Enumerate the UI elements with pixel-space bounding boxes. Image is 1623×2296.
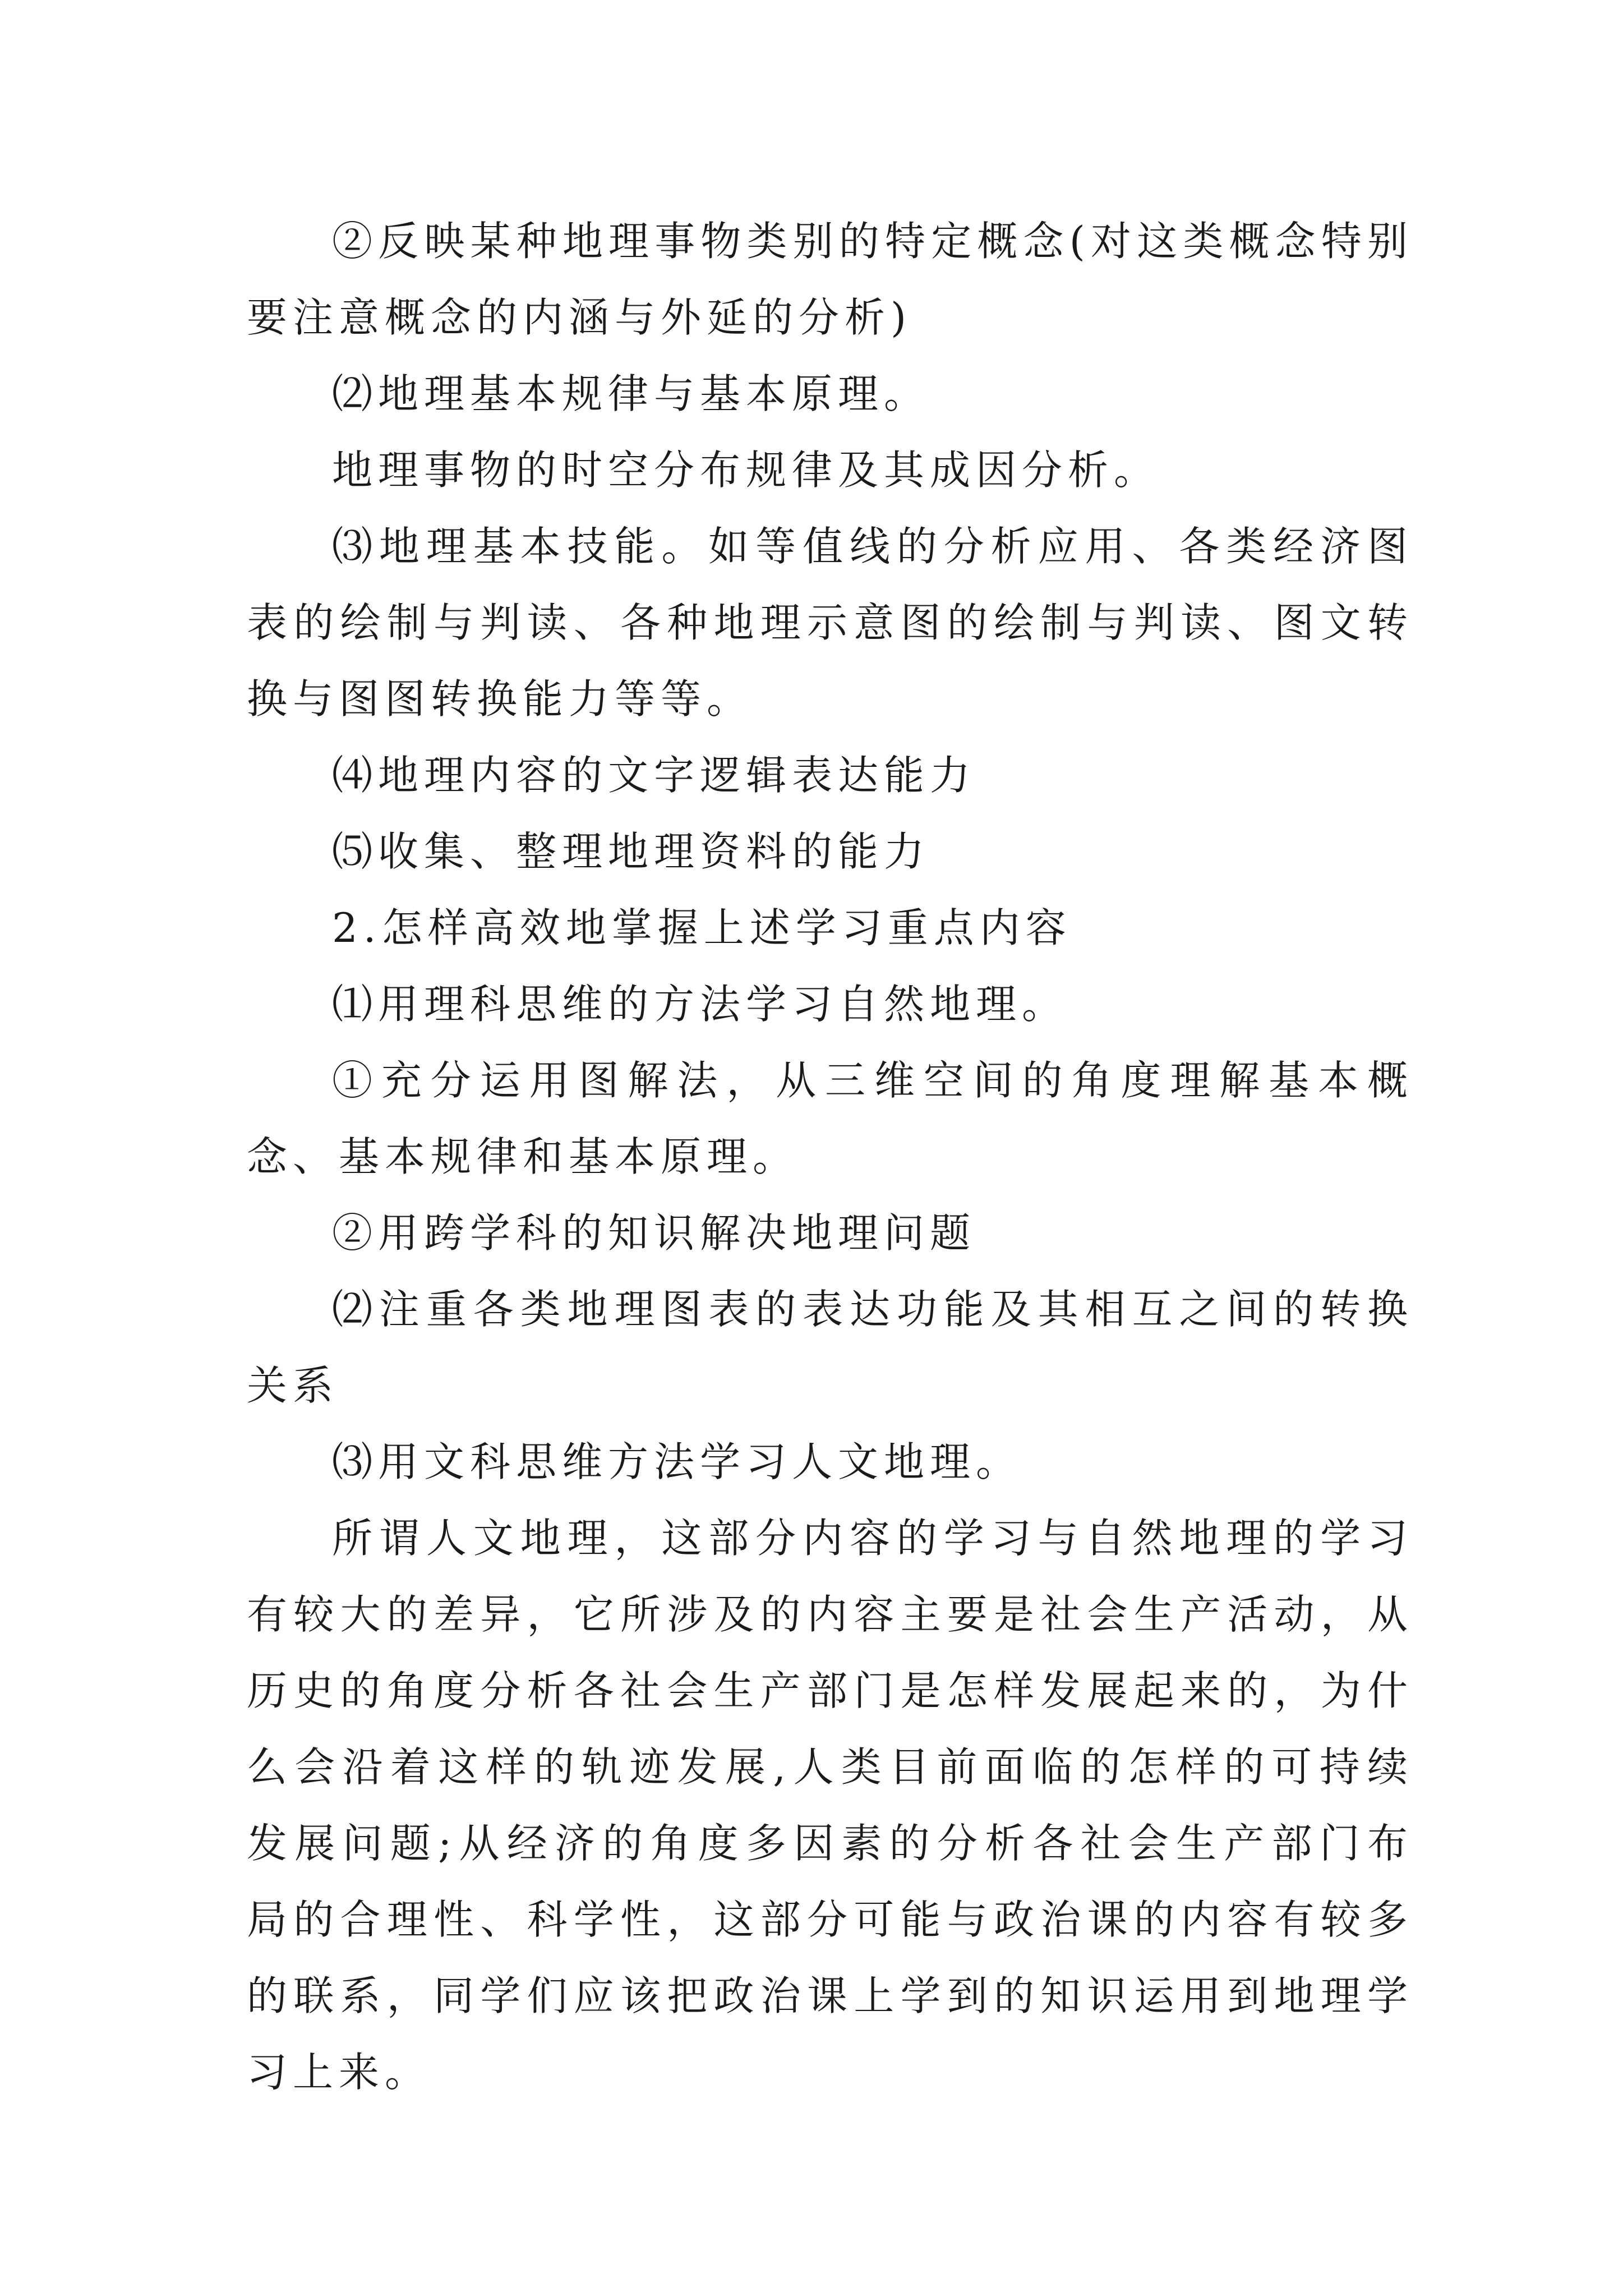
paragraph-specific-concepts: ②反映某种地理事物类别的特定概念(对这类概念特别要注意概念的内涵与外延的分析) bbox=[247, 218, 1413, 341]
paragraph-human-geography: 所谓人文地理，这部分内容的学习与自然地理的学习有较大的差异，它所涉及的内容主要是社会生产活动，从历史的角度分析各社会生产部门是怎样发展起来的，为什么会沿着这样的轨迹发展,人类目前面临的怎样的可持续发展问题;从经济的角度多因素的分析各社会生产部门布局的合理性、科学性，这部分可能与政治课的内容有较多的联系，同学们应该把政治课上学到的知识运用到地理学习上来。 bbox=[247, 1515, 1413, 2096]
paragraph-basic-skills: ⑶地理基本技能。如等值线的分析应用、各类经济图表的绘制与判读、各种地理示意图的绘制与判读、图文转换与图图转换能力等等。 bbox=[247, 523, 1413, 723]
paragraph-section-2-heading: 2.怎样高效地掌握上述学习重点内容 bbox=[332, 904, 1072, 951]
paragraph-chart-conversion: ⑵注重各类地理图表的表达功能及其相互之间的转换关系 bbox=[247, 1286, 1413, 1409]
paragraph-spatial-distribution: 地理事物的时空分布规律及其成因分析。 bbox=[332, 447, 1160, 494]
paragraph-basic-laws: ⑵地理基本规律与基本原理。 bbox=[332, 370, 930, 417]
body-text bbox=[247, 203, 1413, 2110]
paragraph-science-thinking: ⑴用理科思维的方法学习自然地理。 bbox=[332, 981, 1068, 1028]
paragraph-expression-ability: ⑷地理内容的文字逻辑表达能力 bbox=[332, 752, 976, 799]
paragraph-interdisciplinary: ②用跨学科的知识解决地理问题 bbox=[332, 1209, 976, 1257]
paragraph-data-collection: ⑸收集、整理地理资料的能力 bbox=[332, 828, 930, 875]
paragraph-diagram-method: ①充分运用图解法，从三维空间的角度理解基本概念、基本规律和基本原理。 bbox=[247, 1057, 1413, 1180]
paragraph-humanities-thinking: ⑶用文科思维方法学习人文地理。 bbox=[332, 1438, 1022, 1485]
